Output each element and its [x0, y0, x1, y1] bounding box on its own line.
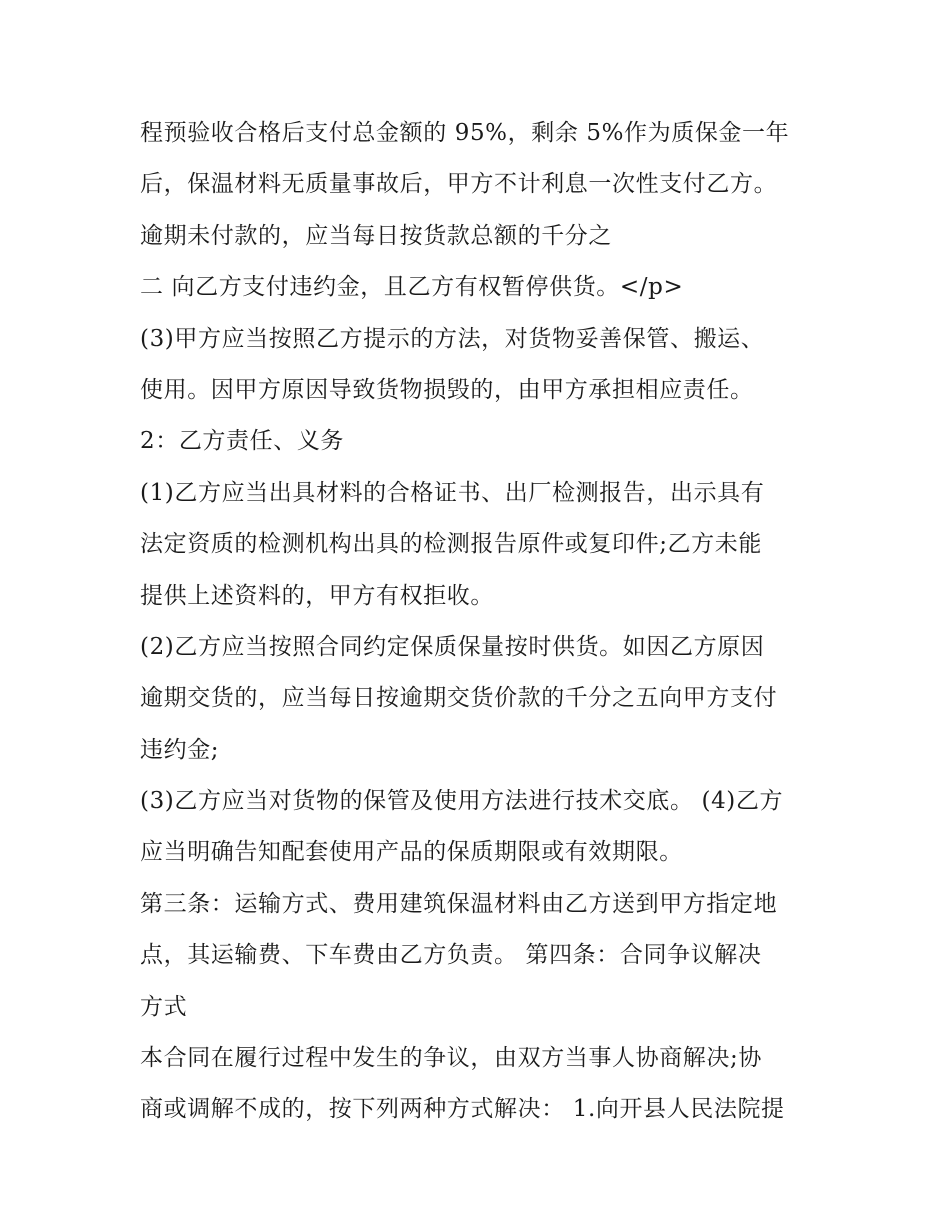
text-line: 应当明确告知配套使用产品的保质期限或有效期限。: [140, 839, 683, 866]
text-line: 逾期交货的，应当每日按逾期交货价款的千分之五向甲方支付: [140, 685, 778, 712]
text-line: 方式: [140, 993, 188, 1020]
text-line: (3)乙方应当对货物的保管及使用方法进行技术交底。 (4)乙方: [140, 788, 784, 815]
text-line: 法定资质的检测机构出具的检测报告原件或复印件;乙方未能: [140, 531, 762, 558]
text-line: 本合同在履行过程中发生的争议，由双方当事人协商解决;协: [140, 1045, 762, 1072]
text-line: (1)乙方应当出具材料的合格证书、出厂检测报告，出示具有: [140, 479, 765, 506]
text-line: 二 向乙方支付违约金，且乙方有权暂停供货。</p>: [140, 274, 684, 301]
document-body: [140, 108, 820, 1136]
text-line: 点，其运输费、下车费由乙方负责。 第四条：合同争议解决: [140, 942, 762, 969]
text-line: 违约金;: [140, 736, 220, 763]
text-line: 第三条：运输方式、费用建筑保温材料由乙方送到甲方指定地: [140, 890, 778, 917]
text-line: 程预验收合格后支付总金额的 95%，剩余 5%作为质保金一年: [140, 120, 790, 146]
text-line: 后，保温材料无质量事故后，甲方不计利息一次性支付乙方。: [140, 171, 778, 198]
text-line: 使用。因甲方原因导致货物损毁的，由甲方承担相应责任。: [140, 376, 754, 403]
text-line: 商或调解不成的，按下列两种方式解决： 1.向开县人民法院提: [140, 1096, 785, 1123]
text-line: 逾期未付款的，应当每日按货款总额的千分之: [140, 222, 612, 249]
text-line: (2)乙方应当按照合同约定保质保量按时供货。如因乙方原因: [140, 633, 765, 660]
text-line: (3)甲方应当按照乙方提示的方法，对货物妥善保管、搬运、: [140, 325, 765, 352]
text-line: 提供上述资料的，甲方有权拒收。: [140, 582, 494, 609]
section-heading: 2：乙方责任、义务: [140, 428, 345, 455]
